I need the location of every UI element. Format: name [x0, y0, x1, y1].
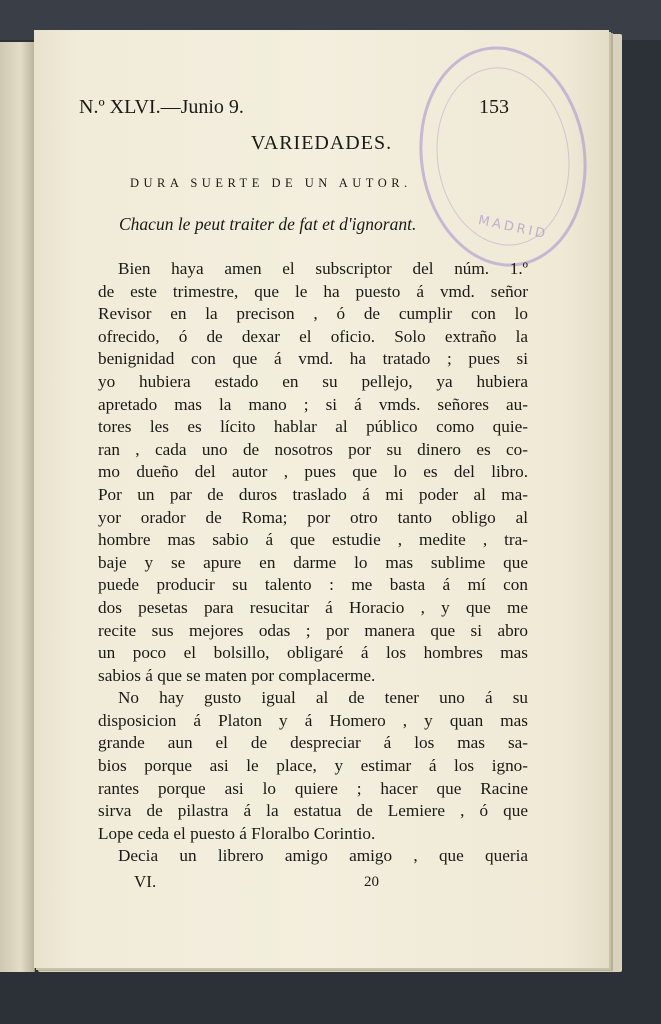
epigraph: Chacun le peut traiter de fat et d'ignorant.	[119, 214, 417, 234]
body-text	[98, 258, 528, 868]
text-line: Revisor en la precison , ó de cumplir con lo	[98, 304, 528, 324]
text-line: recite sus mejores odas ; por manera que si abro	[98, 620, 528, 640]
text-line: tores les es lícito hablar al público como quie-	[98, 417, 528, 437]
text-line: ran , cada uno de nosotros por su dinero es co-	[98, 439, 528, 459]
facing-page-edge	[0, 42, 35, 972]
page-footer	[134, 872, 514, 892]
text-line: sabios á que se maten por complacerme.	[98, 665, 376, 685]
text-line: ofrecido, ó de dexar el oficio. Solo extraño la	[98, 326, 528, 346]
text-line: Lope ceda el puesto á Floralbo Corintio.	[98, 823, 376, 843]
text-line: No hay gusto igual al de tener uno á su	[118, 688, 528, 708]
article-title: DURA SUERTE DE UN AUTOR.	[130, 176, 412, 190]
library-stamp-text: MADRID	[476, 213, 550, 243]
text-line: hombre mas sabio á que estudie , medite , tra-	[98, 530, 528, 550]
text-line: yo hubiera estado en su pellejo, ya hubiera	[98, 371, 528, 391]
text-line: mo dueño del autor , pues que lo es del libro.	[98, 462, 528, 482]
signature-mark: VI.	[134, 872, 157, 891]
text-line: baje y se apure en darme lo mas sublime que	[98, 552, 528, 572]
text-line: un poco el bolsillo, obligaré á los hombres mas	[98, 643, 528, 663]
text-line: apretado mas la mano ; si á vmds. señores au-	[98, 394, 528, 414]
running-header	[79, 96, 509, 119]
text-line: puede producir su talento : me basta á mí con	[98, 575, 528, 595]
text-line: grande aun el de despreciar á los mas sa-	[98, 733, 528, 753]
sheet-number: 20	[364, 874, 379, 890]
text-line: de este trimestre, que le ha puesto á vmd. señor	[98, 281, 528, 301]
section-title: VARIEDADES.	[250, 132, 393, 154]
text-line: disposicion á Platon y á Homero , y quan mas	[98, 710, 528, 730]
text-line: Decia un librero amigo amigo , que queria	[118, 846, 528, 866]
text-line: bios porque asi le place, y estimar á los igno-	[98, 756, 528, 776]
library-stamp	[405, 36, 600, 278]
text-line: dos pesetas para resucitar á Horacio , y que me	[98, 597, 528, 617]
page-number: 153	[479, 96, 509, 118]
text-line: Bien haya amen el subscriptor del núm. 1.º	[118, 259, 528, 278]
text-line: yor orador de Roma; por otro tanto obligo al	[98, 507, 528, 527]
text-line: sirva de pilastra á la estatua de Lemiere , ó que	[98, 801, 528, 821]
text-line: rantes porque asi lo quiere ; hacer que Racine	[98, 778, 528, 798]
book-page	[34, 30, 609, 968]
text-line: Por un par de duros traslado á mi poder al ma-	[98, 484, 528, 504]
issue-date: N.º XLVI.—Junio 9.	[79, 96, 244, 118]
text-line: benignidad con que á vmd. ha tratado ; pues si	[98, 349, 528, 369]
